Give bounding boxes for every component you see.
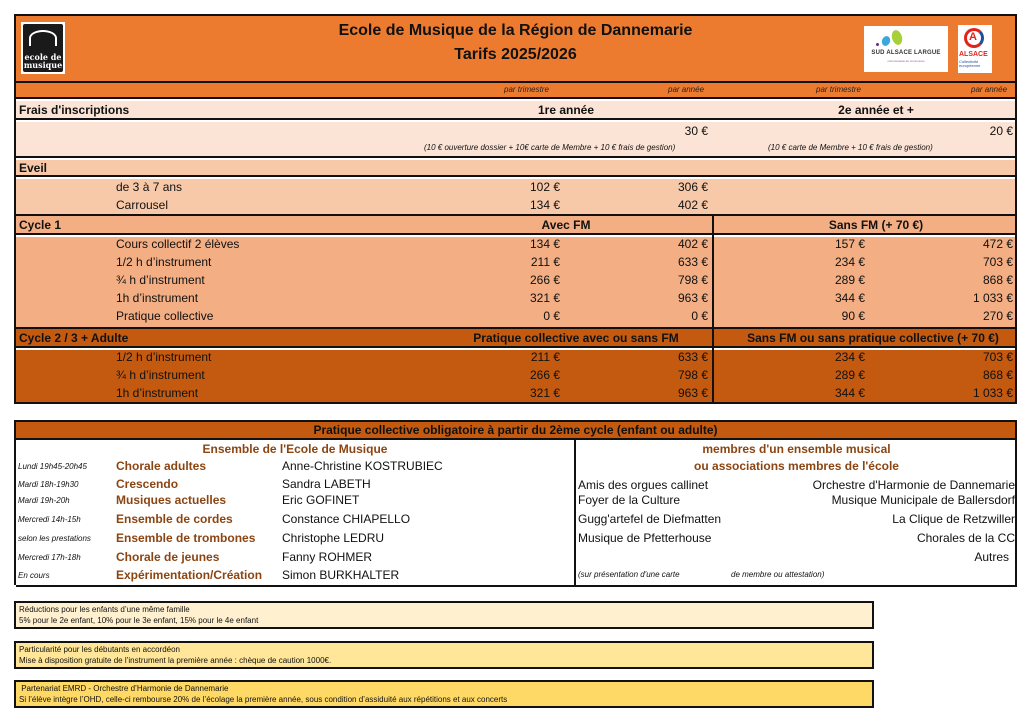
- price-annee: 963 €: [677, 386, 708, 400]
- ensemble-schedule: Mardi 19h-20h: [18, 496, 70, 505]
- price-trimestre: 90 €: [841, 309, 865, 323]
- eveil-header-row: [16, 160, 1015, 177]
- pratique-collective-table: [14, 420, 1017, 585]
- price-trimestre: 102 €: [529, 180, 560, 194]
- price-trimestre: 344 €: [834, 386, 865, 400]
- ensemble-row: [16, 459, 574, 476]
- price-trimestre: 0 €: [543, 309, 560, 323]
- member-name: Musique de Pfetterhouse: [578, 531, 712, 545]
- member-name: Amis des orgues callinet: [578, 478, 709, 492]
- frais-values-row: [16, 122, 1015, 158]
- price-annee: 633 €: [677, 255, 708, 269]
- period-label: par année: [971, 85, 1008, 94]
- frais-note-2e: (10 € carte de Membre + 10 € frais de gestion): [768, 143, 933, 152]
- column-title: Sans FM ou sans pratique collective (+ 70 €): [747, 331, 999, 345]
- header-banner: [16, 16, 1015, 83]
- member-row: [576, 550, 1017, 567]
- price-annee: 1 033 €: [972, 386, 1013, 400]
- row-label: Cours collectif 2 élèves: [116, 237, 240, 251]
- row-label: ¾ h d’instrument: [116, 273, 205, 287]
- price-trimestre: 266 €: [529, 368, 560, 382]
- price-annee: 306 €: [677, 180, 708, 194]
- ensemble-teacher: Fanny ROHMER: [282, 550, 373, 564]
- member-row: [576, 493, 1017, 510]
- ensemble-schedule: En cours: [18, 571, 50, 580]
- note-partenariat: [14, 680, 874, 708]
- row-label: 1h d’instrument: [116, 386, 199, 400]
- members-note: (sur présentation d'une carte: [578, 570, 680, 579]
- ensemble-schedule: Mercredi 17h-18h: [18, 553, 81, 562]
- ensemble-row: [16, 531, 574, 548]
- price-trimestre: 289 €: [834, 273, 865, 287]
- ensemble-name: Expérimentation/Création: [116, 568, 263, 582]
- member-name: Autres: [974, 550, 1009, 564]
- ensemble-schedule: Lundi 19h45-20h45: [18, 462, 87, 471]
- ensemble-row: [16, 493, 574, 510]
- price-annee: 633 €: [677, 350, 708, 364]
- members-title: membres d'un ensemble musical: [702, 442, 891, 456]
- price-trimestre: 234 €: [834, 255, 865, 269]
- price-trimestre: 344 €: [834, 291, 865, 305]
- row-label: 1h d’instrument: [116, 291, 199, 305]
- member-row: [576, 531, 1017, 548]
- section-label: Cycle 1: [19, 218, 62, 232]
- ecole-de-musique-logo-icon: ecole de musique: [21, 22, 65, 74]
- price-annee: 0 €: [691, 309, 708, 323]
- ensemble-teacher: Simon BURKHALTER: [282, 568, 400, 582]
- ensemble-teacher: Constance CHIAPELLO: [282, 512, 411, 526]
- member-name: Foyer de la Culture: [578, 493, 681, 507]
- ensembles-panel: [16, 440, 574, 587]
- column-title: Pratique collective avec ou sans FM: [473, 331, 679, 345]
- price-annee: 1 033 €: [972, 291, 1013, 305]
- ensemble-teacher: Anne-Christine KOSTRUBIEC: [282, 459, 443, 473]
- row-label: Pratique collective: [116, 309, 214, 323]
- frais-header-row: [16, 101, 1015, 120]
- ensemble-row: [16, 550, 574, 567]
- frais-note-1re: (10 € ouverture dossier + 10€ carte de Membre + 10 € frais de gestion): [424, 143, 676, 152]
- page-title: Ecole de Musique de la Région de Dannemarie: [338, 22, 693, 39]
- price-trimestre: 321 €: [529, 386, 560, 400]
- cycle1-rows: [16, 237, 1015, 329]
- price-annee: 868 €: [982, 368, 1013, 382]
- note-title: Particularité pour les débutants en accordéon: [19, 645, 180, 654]
- ensemble-name: Chorale de jeunes: [116, 550, 220, 564]
- price-trimestre: 266 €: [529, 273, 560, 287]
- ensemble-teacher: Sandra LABETH: [282, 477, 371, 491]
- note-reductions: [14, 601, 874, 629]
- price-annee: 402 €: [677, 237, 708, 251]
- price-annee: 402 €: [677, 198, 708, 212]
- ensemble-schedule: Mercredi 14h-15h: [18, 515, 81, 524]
- member-name: Musique Municipale de Ballersdorf: [831, 493, 1015, 507]
- section-label: Frais d'inscriptions: [19, 103, 130, 117]
- price-annee: 703 €: [982, 350, 1013, 364]
- member-name: Gugg'artefel de Diefmatten: [578, 512, 722, 526]
- note-title: Partenariat EMRD - Orchestre d’Harmonie de Dannemarie: [19, 684, 229, 693]
- ensemble-name: Ensemble de trombones: [116, 531, 256, 545]
- tarif-table: [14, 14, 1017, 404]
- column-divider: [712, 216, 714, 402]
- ensemble-row: [16, 568, 574, 585]
- ensemble-schedule: selon les prestations: [18, 534, 91, 543]
- period-label: par année: [668, 85, 705, 94]
- period-labels-row: [16, 83, 1015, 99]
- price-annee: 472 €: [982, 237, 1013, 251]
- column-title: 2e année et +: [838, 103, 914, 117]
- alsace-logo-icon: A ALSACE Collectivité européenne: [958, 25, 992, 73]
- price-trimestre: 134 €: [529, 237, 560, 251]
- ensembles-title: Ensemble de l'Ecole de Musique: [202, 442, 388, 456]
- price-annee: 963 €: [677, 291, 708, 305]
- period-label: par trimestre: [816, 85, 861, 94]
- section-label: Eveil: [19, 161, 48, 175]
- cycle23-rows: [16, 350, 1015, 402]
- note-text: Mise à disposition gratuite de l’instrument la première année : chèque de caution 1000€.: [19, 656, 332, 665]
- row-label: 1/2 h d’instrument: [116, 350, 212, 364]
- member-row: [576, 512, 1017, 529]
- price-annee: 798 €: [677, 273, 708, 287]
- frais-value-2e: 20 €: [989, 124, 1013, 138]
- note-title: Réductions pour les enfants d’une même famille: [19, 605, 190, 614]
- row-label: ¾ h d’instrument: [116, 368, 205, 382]
- row-label: 1/2 h d’instrument: [116, 255, 212, 269]
- price-trimestre: 157 €: [834, 237, 865, 251]
- price-trimestre: 289 €: [834, 368, 865, 382]
- price-trimestre: 211 €: [530, 255, 560, 269]
- members-note: de membre ou attestation): [731, 570, 825, 579]
- ensemble-schedule: Mardi 18h-19h30: [18, 480, 79, 489]
- sud-alsace-largue-logo-icon: SUD ALSACE LARGUE communauté de communes: [864, 26, 948, 72]
- period-label: par trimestre: [504, 85, 549, 94]
- members-panel: [574, 440, 1017, 587]
- price-trimestre: 321 €: [529, 291, 560, 305]
- column-title: 1re année: [537, 103, 595, 117]
- ensemble-name: Crescendo: [116, 477, 179, 491]
- ensemble-row: [16, 512, 574, 529]
- ensemble-row: [16, 477, 574, 494]
- section-label: Cycle 2 / 3 + Adulte: [19, 331, 129, 345]
- price-trimestre: 234 €: [834, 350, 865, 364]
- member-name: Chorales de la CC: [916, 531, 1015, 545]
- cycle23-header-row: [16, 329, 1015, 348]
- ensemble-teacher: Christophe LEDRU: [282, 531, 385, 545]
- cycle1-header-row: [16, 216, 1015, 235]
- price-trimestre: 134 €: [529, 198, 560, 212]
- price-annee: 703 €: [982, 255, 1013, 269]
- member-name: Orchestre d'Harmonie de Dannemarie: [812, 478, 1015, 492]
- member-name: La Clique de Retzwiller: [892, 512, 1015, 526]
- column-title: Avec FM: [541, 218, 591, 232]
- note-accordeon: [14, 641, 874, 669]
- ensemble-name: Chorale adultes: [116, 459, 207, 473]
- price-trimestre: 211 €: [530, 350, 560, 364]
- row-label: de 3 à 7 ans: [116, 180, 183, 194]
- column-title: Sans FM (+ 70 €): [828, 218, 924, 232]
- note-text: Si l’élève intègre l’OHD, celle-ci rembourse 20% de l’écolage la première année, sous condition d’assiduité aux répétitions et aux concerts: [19, 695, 508, 704]
- ensemble-name: Ensemble de cordes: [116, 512, 233, 526]
- members-title: ou associations membres de l'école: [694, 459, 899, 473]
- price-annee: 868 €: [982, 273, 1013, 287]
- pratique-title: Pratique collective obligatoire à partir du 2ème cycle (enfant ou adulte): [16, 422, 1015, 440]
- frais-value-1re: 30 €: [684, 124, 708, 138]
- page-subtitle: Tarifs 2025/2026: [454, 46, 577, 63]
- note-text: 5% pour le 2e enfant, 10% pour le 3e enfant, 15% pour le 4e enfant: [19, 616, 259, 625]
- price-annee: 798 €: [677, 368, 708, 382]
- price-annee: 270 €: [982, 309, 1013, 323]
- ensemble-teacher: Eric GOFINET: [282, 493, 360, 507]
- ensemble-name: Musiques actuelles: [116, 493, 227, 507]
- row-label: Carrousel: [116, 198, 169, 212]
- eveil-rows: [16, 179, 1015, 216]
